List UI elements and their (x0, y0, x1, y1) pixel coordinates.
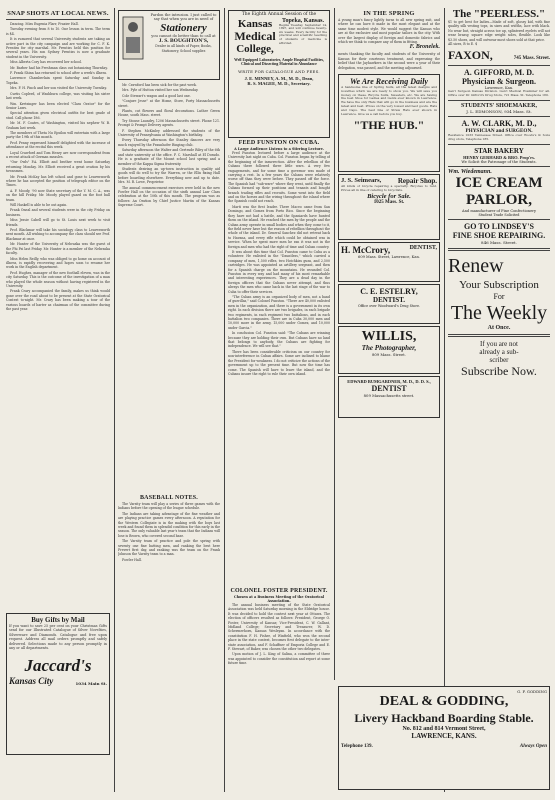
paragraph: Prof. Hughes, manager of the new football eleven, was in the city Saturday. This is the outcome of the investigation of a man who played the whole season without having registered in the University. (6, 270, 110, 288)
ice-cream-text: And manufacturer of Fine Confectionery (462, 208, 536, 213)
paragraph: F. Stephen McKinley addressed the students of the University of Pennsylvania at Washington's birthday. (118, 128, 220, 138)
paragraph: Will Haskell is able to be out again. (10, 203, 68, 208)
students-shoemaker: STUDENTS' SHOEMAKER, (460, 103, 538, 110)
divider (448, 334, 550, 337)
deal-godding-name: DEAL & GODDING, (379, 694, 509, 709)
funston-subheading: A Large Audience Listens to a Stirring Lecture. (234, 147, 324, 151)
paragraph: Every Thursday afternoon the Stanley dancers are very much enjoyed by the Fraunhofer Ringing club. (118, 138, 220, 147)
paragraph: Mr. Crawford has been sick for the past week. (122, 83, 197, 87)
clark-role: PHYSICIAN and SURGEON. (465, 128, 533, 135)
college-session: Begins Tuesday, September 14, 1897, and will continue twenty-six weeks. Every facility for the practical and scientific teaching of students of medicine is afforded. (279, 22, 327, 45)
paragraph: Students desiring an up-town instruction in quality aid goods will do well to try the Warren, or the Ellis fixing Hall before boarding elsewhere. Everything new and up to date. Mrs. M. R. Lowe, Proprietor. (118, 166, 220, 185)
paragraph: Prof. Blackmar will take his sociology class to Leavenworth next month. All wishing to accompany the class should see Prof. Blackmar at once. (6, 228, 110, 241)
mccrory-role: DENTIST, (409, 245, 437, 252)
foster-heading: COLONEL FOSTER PRESIDENT. (230, 588, 328, 594)
faxon-name: FAXON, (448, 48, 493, 63)
renew-subscription: Your Subscription (459, 278, 539, 291)
livery-open: Always Open (519, 744, 547, 749)
students-address: J. L. EDMONSON, 934 Mass. St. (466, 109, 532, 115)
receiving-text: A handsome line of Spring Suits, all the latest designs and novelties which we are ready to show you. We will save you money on these. Bicycle Suits, Sweaters, etc. We are having the best Shoe for Ladies and Gents ever known in Lawrence. We have the only Hats that will go in the business and are the latest and best. Prices on the very lowest and best goods. Hats and Caps. The best line of Straw Hats ever shown in Lawrence. Give us a call before you buy. (341, 85, 437, 116)
divider (448, 116, 550, 117)
fine-shoe-heading: FINE SHOE REPAIRING. (452, 230, 546, 240)
baseball-notes-body (118, 502, 220, 792)
estelry-name: C. E. ESTELRY, (360, 287, 418, 297)
jaccard-address: 1034 Main St. (75, 681, 107, 687)
paragraph: It was about this time that Col. Funston came to Cuba as a volunteer. He enlisted in the "Dauntless," which carried a company of men, 1,500 rifles, two Hotchkiss guns, and 2,500 cartridges. He was appointed as artillery sergeant, and then for a Spanish charge on the mountains. He wounded Col. Funston in every way and had many of his most remarkable and interesting experiences. They are a dead day in the foreign officers that the Cubans never attempt, and thus always the men who came back in the last stage of the war to Cuba to offer their services. (228, 249, 330, 294)
subscribe-line2: already a sub- (479, 347, 519, 356)
paragraph: "Our Owls" P.A. Elliott and brother went home Saturday returning Monday. Mr. Elliott received a great ovation by his townsmen. (6, 160, 110, 174)
paragraph: The annual commencement exercises were held in the new Fowler Hall on the occasion of the sixth annual Law Class celebration at the 10th of this month. The program was as follows: An Oration by Chief Justice Martin of the Kansas Supreme Court. (118, 185, 220, 208)
paragraph: A. F. Moody, '90 now State secretary of the Y. M. C. A., was on the hill Friday. Mr. Moody played guard on the foot ball team. (6, 188, 110, 202)
peerless-text: $1 to get best for ladies—Made of soft, glossy kid, with fine quality silk vesting tops, in sizes and widths, lace with black. No wear but, straight across toe up, splintered eyelets will not wear brassy, square edge weight soles, flexible. Look like $3.50 shoes, and will outwear most shoes sold at that price. (448, 20, 550, 42)
divider (448, 166, 550, 167)
paragraph: The Indians are taking advantage of the fine weather and are playing practice games every afternoon. A reputation for the Western Collegiate is in the making with the boys last week and found them in splendid condition for this early in the season. The only valuable last year's team that the Indians will lose is Brown, who covered second base. (118, 511, 220, 538)
ice-cream-sub: Student Trade Solicited (478, 212, 520, 217)
gifford-role: Physician & Surgeon. (461, 77, 536, 87)
lindsey-address: 846 Mass. Street. (481, 239, 517, 245)
divider (448, 219, 550, 220)
ice-cream-heading: ICE CREAM (455, 174, 543, 191)
paragraph: The members of Theta Nu Epsilon will entertain with a large party the 19th of this month. (6, 130, 110, 140)
masthead-top: The Eighth Annual Session of the (241, 12, 317, 17)
jaccard-logo: Jaccard's (24, 656, 92, 676)
divider (448, 248, 550, 251)
baseball-heading: BASEBALL NOTES. (139, 495, 199, 501)
divider (6, 19, 110, 20)
paragraph: Miss Jessie Cabell will go to St. Louis next week to visit friends. (6, 218, 110, 227)
jaccard-ad-title: Buy Gifts by Mail (31, 616, 85, 624)
bicycle-sale: Bicycle for Sale. (367, 192, 411, 200)
paragraph: Frank Crary accompanied the family, makes us think would gone over the road about to be present at the State Oratorical Contest to-night. Mr. Crary has been making a tour of the various boards of barter as chairman of the committee during the past year. (6, 289, 110, 311)
seimears-ad (338, 174, 440, 240)
college-place: Topeka, Kansas. (282, 17, 324, 24)
bumgardner-ad (338, 376, 440, 418)
paragraph: The annual business meeting of the State Oratorical Association was held Saturday morning in the Eldridge house. It was decided to hold the contest next year at Ottawa. The election of officers resulted as follows: President, George O. Foster, University of Kansas; Vice-President, C. W. Gallant, Midland College; Secretary and Treasurer, W. D. Schermerhorn, Kansas Wesleyan. In accordance with the constitution F. H. Fisher, of Winfield, who won the second place in the state contest, becomes first delegate to the inter-state association, and F. Schaffner of Emporia College and E. F. Stewart, of Baker, was chosen the other two delegates. (228, 603, 330, 652)
college-name-1: Kansas (237, 17, 273, 30)
star-bakery: STAR BAKERY (474, 146, 524, 155)
renew-weekly: The Weekly (450, 301, 548, 324)
subscribe-line1: If you are not (480, 339, 518, 348)
paragraph: Curtis Coplerd, of Washburn college, was visiting his sister last week. (6, 91, 110, 101)
paragraph: Prof. Penny expressed himself delighted with the increase of attendance at the recital this week. (6, 140, 110, 150)
peerless-heading: The "PEERLESS." (452, 8, 546, 20)
parlor-heading: PARLOR, (466, 191, 532, 208)
column-five (448, 8, 550, 680)
livery-city: LAWRENCE, KANS. (411, 732, 477, 740)
subscribe-now: Subscribe Now. (461, 363, 537, 378)
mccrory-address: 609 Mass. Street, Lawrence, Kan. (358, 255, 420, 260)
local-news-heading: SNAP SHOTS AT LOCAL NEWS. (7, 10, 109, 17)
spring-signature: F. Bronelek. (409, 44, 440, 51)
hub-ad (338, 74, 440, 172)
gifford-address: Lawrence, Kan. (484, 86, 514, 91)
paragraph: Fowler Hall. (122, 557, 142, 562)
paragraph: Marti was the first leader. There Maceo came from San Domingo, and Gomez from Porto Rico. Since the beginning they have not had a battle, and the Spaniards have hunted them on the island. He reached the men by the people and the Cuban army operate in small bodies and when they come to it, the field never have but the reason of rebellion throughout the whole of the island. Dr. General Sanchez did not retreat back to Havana, and every rifle which could be obtained was in service. When he spent more men he ran it was not in the foreign and men who had the right of time and Cuban country. (228, 204, 330, 249)
spring-text-continued: ments thanking the faculty and students of the University of Kansas for their courteous treatment, and expressing the belief that the Jayhawkers in the second were a year of their delegation, was passed, and the meeting adjourned. (338, 52, 440, 70)
jaccard-ad (6, 613, 110, 755)
spring-heading: IN THE SPRING (363, 10, 415, 17)
willis-ad (338, 326, 440, 374)
gifford-name: A. GIFFORD, M. D. (464, 68, 534, 78)
bakery-text: We Solicit the Patronage of the Students. (461, 159, 537, 164)
stationery-line2: you cannot do better than to call at (151, 33, 216, 38)
paragraph: Upon motion of J. L. King of Salina, a committee of three was appointed to consider the constitution and report at some future time. (228, 652, 330, 666)
paragraph: Mrs. F. H. Pinch and her son visited the University Tuesday. (10, 86, 107, 91)
paragraph: Dancing. Miss Eugenia Flarr, Frazier Hall. (10, 22, 79, 26)
seimears-name: J. S. Seimears, (341, 177, 382, 185)
paragraph: Mr. Frank McKay has left school and gone to Leavenworth where he has accepted the position of telegraph editor on the Times. (6, 174, 110, 188)
livery-heading: Livery Hackband Boarding Stable. (354, 711, 534, 725)
paragraph: In conclusion Col. Funston said: "The Cubans are winning because they are holding their own. But Cubans have no land that belongs to anybody, the Cubans are fighting for independence. We will see that." (228, 331, 330, 349)
paragraph: Frank Oneal and several students were in the city Friday on business. (6, 208, 110, 217)
receiving-heading: We Are Receiving Daily (350, 77, 428, 87)
foster-article (228, 603, 330, 739)
column-rule (334, 8, 335, 680)
college-name-2: Medical (234, 28, 276, 43)
local-news-body (6, 22, 110, 607)
paragraph: Lawrence Chamberlain spent Saturday and Sunday in Topeka. (6, 76, 110, 85)
paragraph: There has been considerable criticism on our country for non-interference in Cuban affairs. Some are inclined to blame the President for weakness. I do not criticize the actions of the government up to the present time. But now the time has come. The Spanish will have to leave the island, and the Cubans insure the right to rule their own island. (228, 349, 330, 376)
college-secretary: R. S. MAGEE, M. D., Secretary. (247, 80, 311, 86)
foster-subheading: Chosen at a Business Meeting of the Oratorical Association. (233, 595, 325, 603)
funston-article (228, 151, 330, 586)
jaccard-ad-text: If you want to save 25 per cent on your Christmas Gifts send for our Illustrated Catalogue of Silver Novelties, Silverware and Diamonds. Catalogue and free upon request. Address all mail orders promptly and safely delivered. Selections made to any person promptly in any or all departments. (9, 624, 107, 651)
clark-text: Residence 1033 Tennessee Street. Office over Woods's & Sons drug store, Telephone 185. (448, 133, 550, 141)
subscribe-line3: scriber (489, 355, 509, 364)
paragraph: "Conjure Jesse" at the Home, Store, Forty Massachusetts street. (118, 99, 220, 108)
bumgardner-role: DENTIST (371, 384, 407, 394)
paragraph: Mr. Hunter of the University of Nebraska was the guest of the Phi Psi last Friday. Mr. Hunter is a member of the Nebraska faculty. (6, 242, 110, 256)
paragraph: F. Frank Shinn has returned to school after a week's illness. (10, 71, 108, 76)
livery-telephone: Telephone 139. (341, 744, 373, 749)
willis-address: 809 Mass. Street. (371, 352, 407, 358)
willis-name: WILLIS, (361, 329, 417, 345)
bakery-owners: HENRY GERHARD & BRO. Prop'rs. (463, 154, 535, 160)
paragraph: Fred Funston lectured before a large audience at the University last night on Cuba. Col. Funston began by telling of the beginning of the insurrection. After the rebellion of the Cubans there followed three little wars. A very few engagements, and for some time a governor was made of carrying a rest. In a few years the Cubans were relatively worse off than they were before. They passed off the force. The Spanish had "sub-ware" where they went, until finally the Cubans formed up their positions and tenants and bought branch trading rifles and recruits. Some went into the field and on the horses and the wiring throughout the island where the Spanish could not reach. (228, 151, 330, 204)
paragraph: Mr. Barber had his Freshman class out botanizing Thursday. (10, 65, 108, 70)
paragraph: The Varsity team of practice and pole the spring with seventy one fine batting men, and ranking the best here Frevert first day, and ranking was the team on the Frank Johnson the Varsity team to a man. (118, 539, 220, 557)
seimears-text: All kinds of bicycle repairing a specialty. Bicycles to rent. Prices all in line of catering to bicyclists. (341, 184, 437, 192)
clark-name: A. W. CLARK, M. D., (461, 119, 537, 129)
paragraph: Mrs. Pyle of Hutton visited her son Wednesday. (122, 88, 199, 93)
spring-text: A young man's fancy lightly turns to all new spring suit, and where he can have it made in the most elegant and at the same time modest style. We would suggest the Kansas who are at the exclusive and most popular tailors in the city. With over the largest display of foreign and domestic fabrics and which we think to compare any of them in fitting. (338, 18, 440, 45)
paragraph: Cole Stewart's wagon and a good last one. (122, 93, 191, 98)
column-two (118, 8, 220, 798)
column-local-news (6, 8, 110, 798)
hand-pointing-icon (121, 13, 147, 67)
funston-heading: FEED FUNSTON ON CUBA. (238, 140, 320, 146)
seimears-address: 1025 Mass. St. (373, 199, 405, 205)
college-dean: J. E. MINNEY, A. M., M. D., Dean, (244, 75, 314, 81)
column-rule (114, 8, 115, 792)
willis-role: The Photographer, (361, 344, 417, 353)
faxon-address: 745 Mass. Street. (513, 56, 550, 62)
column-four (338, 8, 440, 680)
estelry-address: Office over Woodward's Drug Store. (357, 304, 421, 309)
paragraph: Miss Helen Reilly, who was obliged to go home on account of illness, is rapidly recovering and hopes soon to resume her work in the English department. (6, 256, 110, 270)
livery-address: No. 812 and 814 Vermont Street, (402, 726, 486, 732)
wiedemann-name: Wm. Wiedemann. (448, 168, 492, 175)
divider (448, 100, 550, 101)
stationery-line3: Dealer in all kinds of Paper, Books, Stationery, School supplies (155, 44, 212, 53)
paragraph: It is rumored that several University students are taking an active part in the city campaign and are working for C. F. K. Prentiss for city marshal. Mr. Prentiss held this position for several years. His son Sydney Prentiss is now a graduate student in the University. (6, 37, 110, 59)
mccrory-ad (338, 242, 440, 282)
boughton-name: J. S. BOUGHTON'S, (158, 38, 209, 45)
renew-for: For (493, 291, 505, 301)
paragraph: Mr. M. F. Coates, of Washington, visited his nephew W. B. Graham last week. (6, 121, 110, 130)
stationery-heading: Stationery (160, 21, 207, 34)
paragraph: The Varsity team will play a series of three games with the Indians before the opening of the league schedule. (118, 502, 220, 511)
paragraph: Plants, cut flowers and floral decorations. Luther Green House, south Mass. street. (118, 109, 220, 118)
college-name-3: College, (236, 42, 274, 55)
college-write: WRITE FOR CATALOGUE AND FEES. (238, 68, 320, 74)
column-two-news (118, 83, 220, 493)
bumgardner-name: EDWARD BUMGARDNER, M. D., D. D. S., (347, 379, 431, 385)
paragraph: Special attention given electrical outfits for best grade of stud. Call phone 186. (6, 111, 110, 120)
paragraph: Wm. Kretsinger has been elected "Class Orator" for the Senior Laws. (6, 101, 110, 110)
godding-name: G. F. GODDING (517, 689, 547, 694)
kansas-medical-college-ad (228, 10, 330, 138)
mccrory-name: H. McCrory, (341, 245, 391, 256)
paragraph: Try Stouse Laundry, 1206 Massachusetts street. Phone 121. Prompt & Prompt Delivery agents. (118, 118, 220, 128)
stationery-intro: Pardon the intrusion. I just called to say that when you are in need of (150, 13, 217, 22)
lindsey-heading: GO TO LINDSEY'S (464, 221, 534, 231)
gifford-text: Gen'l Surgeon Kansas Division. Gen'l Medical Examiner for all. Office over Dr. Gifford's Drug Store, 721 Mass. St. Telephone 180. (448, 89, 550, 98)
paragraph: Miss Alberta Cory has recovered her school. (10, 60, 82, 65)
paragraph: "The Cuban army is an organized body of men, not a band of guerillas," said Colonel Funston. "There are 40,000 enlisted men in the organization, and there is a government in its own right. In each division there are two brigades, in each brigade two regiments, in each regiment two battalions, and in each battalion two companies. There are in Cuba 30,000 men and 10,000 more in the army, 15,000 under Gomez, and 10,000 under Garcia." (228, 295, 330, 330)
column-rule (224, 8, 225, 792)
paragraph: Saturday afternoon the Walter and Gertrude Riley of the 6th and state university at the office. F. C. Marshall at El Dorado. He is a graduate of the Mount school last spring and a member of the Kappa Sigma fraternity. (118, 148, 220, 166)
hub-name: "THE HUB." (353, 118, 425, 133)
renew-heading: Renew (448, 254, 504, 277)
repair-shop-label: Repair Shop. (397, 177, 437, 186)
paragraph: Tuesday evening from 8 to 10. One lesson in term. The term is $4. (6, 27, 110, 36)
divider (448, 144, 550, 145)
estelry-ad (338, 284, 440, 324)
paragraph: Loyal Crawford and Tom Henry are now correspondent from a recent attack of German measles. (6, 150, 110, 159)
jaccard-city: Kansas City (9, 676, 54, 687)
divider (448, 65, 550, 66)
column-three (228, 8, 330, 798)
boughton-stationery-ad (118, 10, 220, 80)
peerless-price: All sizes, B to E. $ (448, 42, 478, 47)
column-rule (444, 8, 445, 792)
livery-stable-ad (338, 686, 550, 790)
renew-at-once: At Once. (487, 324, 511, 331)
bumgardner-address: 809 Massachusetts street. (363, 393, 415, 399)
estelry-role: DENTIST. (373, 296, 405, 305)
college-features: Well Equipped Laboratories, Ample Hospital Facilities, Clinical and Dissecting Material in Abundance (234, 57, 324, 66)
